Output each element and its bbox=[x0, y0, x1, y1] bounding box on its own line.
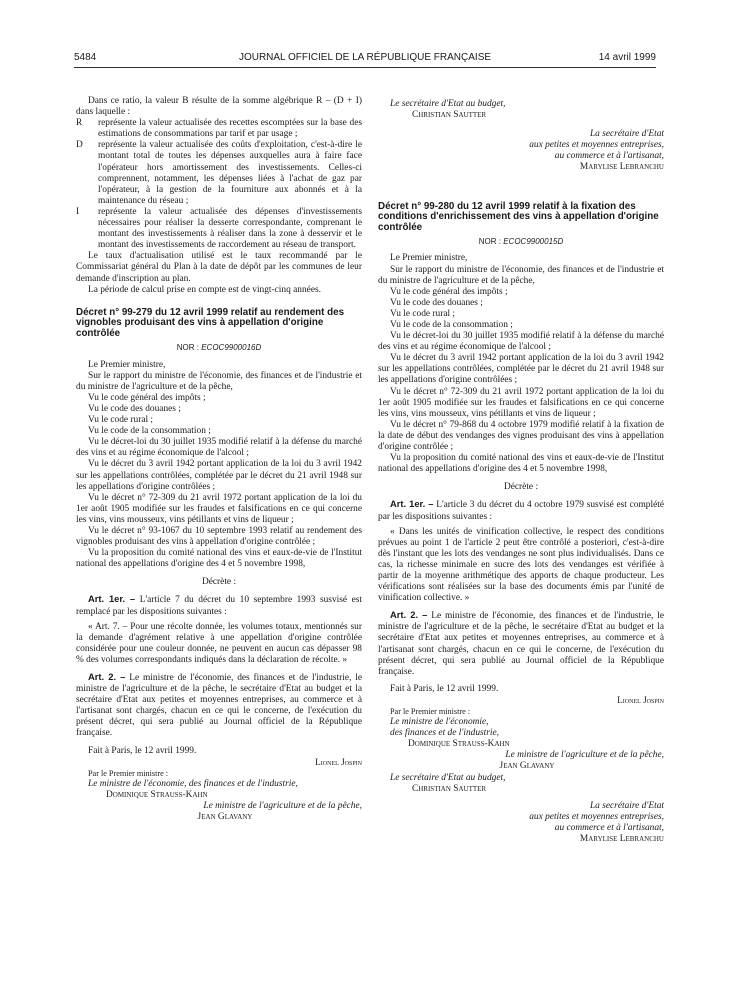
signing-place-date: Fait à Paris, le 12 avril 1999. bbox=[88, 745, 197, 756]
article-1-quote: « Art. 7. – Pour une récolte donnée, les volumes totaux, mentionnés sur la demande d'agrément relative à une appellation d'origine contrôlée considérée pour une couleur donnée, ne peuvent en aucun cas dépasser 98 % des volumes correspondants indiqués dans la déclaration de récolte. » bbox=[76, 621, 362, 665]
visa-item: Vu le décret-loi du 30 juillet 1935 modifié relatif à la défense du marché des vins et au régime économique de l'alcool ; bbox=[76, 437, 362, 459]
page-number: 5484 bbox=[74, 52, 97, 63]
issue-date: 14 avril 1999 bbox=[598, 52, 656, 63]
minister-economy-name: Dominique Strauss-Kahn bbox=[408, 739, 510, 750]
signing-place-date: Fait à Paris, le 12 avril 1999. bbox=[390, 683, 499, 694]
right-column bbox=[378, 99, 664, 845]
pme-secretary-title-1: La secrétaire d'Etat bbox=[589, 800, 664, 811]
budget-secretary-name: Christian Sautter bbox=[412, 110, 487, 121]
visa-item: Vu la proposition du comité national des vins et eaux-de-vie de l'Institut national des appellations d'origine des 4 et 5 novembre 1998, bbox=[378, 453, 664, 475]
minister-agriculture-title: Le ministre de l'agriculture et de la pêche, bbox=[505, 750, 664, 761]
minister-economy-title-1: Le ministre de l'économie, bbox=[390, 717, 489, 728]
pme-secretary-name: Marylise Lebranchu bbox=[579, 834, 664, 845]
nor-reference: NOR : ECOC9900015D bbox=[478, 237, 564, 247]
journal-title: JOURNAL OFFICIEL DE LA RÉPUBLIQUE FRANÇAISE bbox=[238, 52, 492, 63]
rapport-paragraph: Sur le rapport du ministre de l'économie, des finances et de l'industrie et du ministre de l'agriculture et de la pêche, bbox=[76, 370, 362, 392]
left-column bbox=[76, 96, 362, 823]
visa-item: Vu le décret du 3 avril 1942 portant application de la loi du 3 avril 1942 sur les appellations contrôlées, complétée par le décret du 21 avril 1948 sur les appellations d'origine contrôlées ; bbox=[76, 459, 362, 492]
period-paragraph: La période de calcul prise en compte est de vingt-cinq années. bbox=[88, 284, 321, 295]
budget-secretary-title: Le secrétaire d'Etat au budget, bbox=[390, 99, 506, 109]
visa-item: Vu la proposition du comité national des vins et eaux-de-vie de l'Institut national des appellations d'origine des 4 et 5 novembre 1998, bbox=[76, 548, 362, 570]
visa-item: Vu le code rural ; bbox=[88, 415, 154, 426]
article-1-quote: « Dans les unités de vinification collective, le respect des conditions prévues au point 1 de l'article 2 peut être contrôlé a posteriori, c'est-à-dire dès l'instant que les lots des vendanges ne sont plus individualisés. Dans ce cas, la richesse minimale en sucre des lots des vendanges est vérifiée à partir de la moyenne arithmétique des apports de chaque producteur. Les vérifications sont réalisées sur la base des documents émis par l'unité de vinification collective. » bbox=[378, 526, 664, 604]
visa-item: Vu le décret n° 72-309 du 21 avril 1972 portant application de la loi du 1er août 1905 modifiée sur les fraudes et falsifications en ce qui concerne les vins, vins mousseux, vins pétillants et vins de liqueur ; bbox=[378, 386, 664, 419]
pme-secretary-name: Marylise Lebranchu bbox=[579, 162, 664, 173]
rapport-paragraph: Sur le rapport du ministre de l'économie, des finances et de l'industrie et du ministre de l'agriculture et de la pêche, bbox=[378, 264, 664, 286]
visa-item: Vu le décret du 3 avril 1942 portant application de la loi du 3 avril 1942 sur les appellations contrôlées, complétée par le décret du 21 avril 1948 sur les appellations d'origine contrôlées ; bbox=[378, 353, 664, 386]
discount-rate-paragraph: Le taux d'actualisation utilisé est le taux recommandé par le Commissariat général du Plan à la date de dépôt par les communes de leur demande d'inscription au plan. bbox=[76, 251, 362, 284]
header-rule bbox=[74, 67, 656, 68]
minister-agriculture-name: Jean Glavany bbox=[197, 812, 253, 823]
definition-r: R représente la valeur actualisée des recettes escomptées sur la base des estimations de consommations par tarif et par usage ; bbox=[76, 118, 362, 140]
nor-reference: NOR : ECOC9900016D bbox=[176, 343, 262, 353]
pme-secretary-title-3: au commerce et à l'artisanat, bbox=[554, 822, 664, 833]
visa-item: Vu le code rural ; bbox=[390, 308, 456, 319]
par-premier-ministre: Par le Premier ministre : bbox=[88, 768, 169, 778]
minister-agriculture-name: Jean Glavany bbox=[499, 761, 555, 772]
visa-item: Vu le décret n° 93-1067 du 10 septembre 1993 relatif au rendement des vignobles produisant des vins à appellation d'origine contrôlée ; bbox=[76, 525, 362, 548]
definition-d: D représente la valeur actualisée des coûts d'exploitation, c'est-à-dire le montant total de toutes les dépenses auxquelles aura à faire face l'opérateur hors amortissement des investissements. Celles-ci comprennent, notamment, les dépenses liées à l'achat de gaz par l'opérateur, à la gestion de la fourniture aux abonnés et à la maintenance du réseau ; bbox=[76, 140, 362, 206]
visa-item: Vu le code des douanes ; bbox=[88, 403, 181, 414]
article-1: Art. 1er. – L'article 7 du décret du 10 septembre 1993 susvisé est remplacé par les dispositions suivantes : bbox=[76, 593, 363, 617]
visa-item: Vu le code général des impôts ; bbox=[390, 286, 508, 297]
definition-i: I représente la valeur actualisée des dépenses d'investissements nécessaires pour réaliser la desserte correspondante, comprenant le montant des investissements à réaliser dans la zone à desservir et le montant des investissements de raccordement au réseau de transport. bbox=[76, 206, 362, 251]
decree-title: Décret n° 99-280 du 12 avril 1999 relatif à la fixation des conditions d'enrichissement des vins à appellation d'origine contrôlée bbox=[378, 200, 659, 233]
page-header bbox=[74, 52, 656, 66]
premier-ministre: Le Premier ministre, bbox=[88, 359, 166, 370]
par-premier-ministre: Par le Premier ministre : bbox=[390, 707, 471, 716]
decree-title: Décret n° 99-279 du 12 avril 1999 relatif au rendement des vignobles produisant des vins à appellation d'origine contrôlée bbox=[76, 306, 345, 339]
article-2: Art. 2. – Le ministre de l'économie, des finances et de l'industrie, le ministre de l'agriculture et de la pêche, le secrétaire d'Etat au budget et la secrétaire d'Etat aux petites et moyennes entreprises, au commerce et à l'artisanat sont chargés, chacun en ce qui le concerne, de l'exécution du présent décret, qui sera publié au Journal officiel de la République française. bbox=[76, 671, 363, 739]
article-1: Art. 1er. – L'article 3 du décret du 4 octobre 1979 susvisé est complété par les dispositions suivantes : bbox=[378, 498, 664, 522]
signer-name: Lionel Jospin bbox=[617, 694, 664, 705]
visa-item: Vu le code de la consommation ; bbox=[88, 426, 211, 437]
minister-economy-title-2: des finances et de l'industrie, bbox=[390, 728, 500, 739]
premier-ministre: Le Premier ministre, bbox=[390, 253, 468, 264]
decrete-heading: Décrète : bbox=[503, 482, 539, 493]
decrete-heading: Décrète : bbox=[201, 577, 237, 588]
pme-secretary-title-3: au commerce et à l'artisanat, bbox=[554, 151, 664, 162]
ratio-intro: Dans ce ratio, la valeur B résulte de la somme algébrique R – (D + I) dans laquelle : bbox=[76, 96, 362, 118]
pme-secretary-title-2: aux petites et moyennes entreprises, bbox=[529, 811, 664, 822]
visa-item: Vu le code général des impôts ; bbox=[88, 392, 206, 403]
visa-item: Vu le code des douanes ; bbox=[390, 297, 483, 308]
visa-item: Vu le code de la consommation ; bbox=[390, 320, 513, 330]
signer-name: Lionel Jospin bbox=[315, 756, 362, 767]
pme-secretary-title-1: La secrétaire d'Etat bbox=[589, 129, 664, 140]
visa-item: Vu le décret n° 72-309 du 21 avril 1972 portant application de la loi du 1er août 1905 modifiée sur les fraudes et falsifications en ce qui concerne les vins, vins mousseux, vins pétillants et vins de liqueur ; bbox=[76, 492, 362, 525]
minister-economy-title: Le ministre de l'économie, des finances et de l'industrie, bbox=[88, 778, 298, 789]
article-2: Art. 2. – Le ministre de l'économie, des finances et de l'industrie, le ministre de l'agriculture et de la pêche, le secrétaire d'Etat au budget et la secrétaire d'Etat aux petites et moyennes entreprises, au commerce et à l'artisanat sont chargés, chacun en ce qui le concerne, de l'exécution du présent décret, qui sera publié au Journal officiel de la République française. bbox=[378, 609, 665, 677]
visa-item: Vu le décret n° 79-868 du 4 octobre 1979 modifié relatif à la fixation de la date de début des vendanges des vignes produisant des vins à appellation d'origine contrôlée ; bbox=[378, 419, 664, 453]
budget-secretary-title: Le secrétaire d'Etat au budget, bbox=[390, 772, 506, 783]
minister-economy-name: Dominique Strauss-Kahn bbox=[106, 789, 208, 800]
pme-secretary-title-2: aux petites et moyennes entreprises, bbox=[529, 140, 664, 151]
budget-secretary-name: Christian Sautter bbox=[412, 783, 487, 794]
minister-agriculture-title: Le ministre de l'agriculture et de la pêche, bbox=[203, 801, 362, 812]
visa-item: Vu le décret-loi du 30 juillet 1935 modifié relatif à la défense du marché des vins et au régime économique de l'alcool ; bbox=[378, 331, 664, 353]
